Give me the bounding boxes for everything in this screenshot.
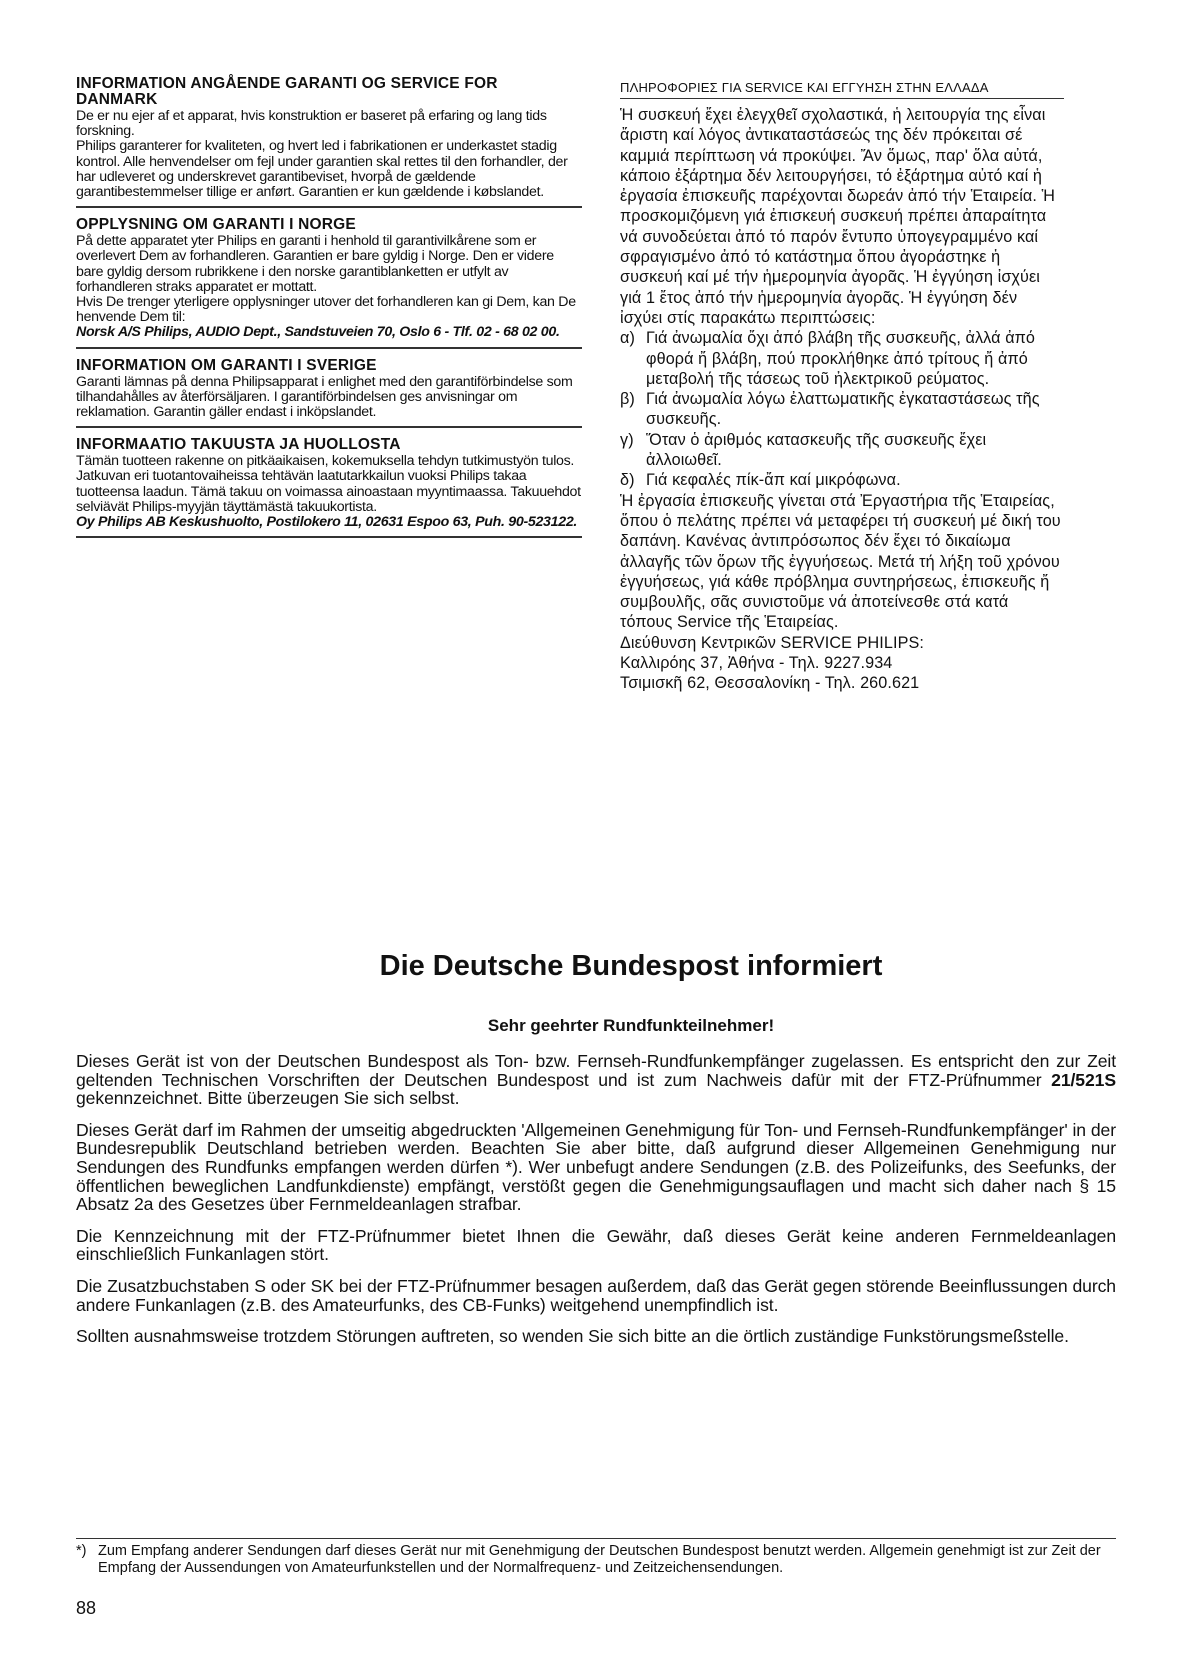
finland-paragraph: Tämän tuotteen rakenne on pitkäaikaisen, kokemuksella tehdyn tutkimustyön tulos. Jatkuvan eri tuotantovaiheissa tehtävän laatutarkkailun vuoksi Philips takaa tuotteensa laadun. Tämä takuu on voimassa ainoastaan myyntimaassa. Takuuehdot selviävät Philips-myyjän täyttämästä takuukortista. <box>76 453 581 515</box>
norway-title: OPPLYSNING OM GARANTI I NORGE <box>76 216 356 234</box>
page-number: 88 <box>76 1598 97 1618</box>
greek-item-text: Ὅταν ὁ ἀριθμός κατασκευῆς τῆς συσκευῆς ἔχει ἀλλοιωθεῖ. <box>646 430 987 470</box>
finland-address: Oy Philips AB Keskushuolto, Postilokero 11, 02631 Espoo 63, Puh. 90-523122. <box>76 514 578 531</box>
sweden-title: INFORMATION OM GARANTI I SVERIGE <box>76 356 377 374</box>
norway-section <box>76 217 582 348</box>
greek-item-text: Γιά κεφαλές πίκ-ἄπ καί μικρόφωνα. <box>646 471 901 490</box>
footnote <box>76 1538 1116 1576</box>
bundespost-paragraph: Sollten ausnahmsweise trotzdem Störungen auftreten, so wenden Sie sich bitte an die örtlich zuständige Funkstörungsmeßstelle. <box>76 1326 1069 1347</box>
denmark-title: INFORMATION ANGÅENDE GARANTI OG SERVICE FOR DANMARK <box>76 75 498 108</box>
bundespost-salutation: Sehr geehrter Rundfunkteilnehmer! <box>487 1016 775 1035</box>
greek-intro: Ἡ συσκευή ἔχει ἐλεγχθεῖ σχολαστικά, ἡ λειτουργία της εἶναι ἄριστη καί λόγος ἀντικαταστάσεώς της δέν πρόκειται σέ καμμιά περίπτωση νά προκύψει. Ἄν ὅμως, παρ' ὅλα αὐτά, κάποιο ἐξάρτημα δέν λειτουργήσει, τό ἐξάρτημα αὐτό καί ἡ ἐργασία ἐπισκευῆς παρέχονται δωρεάν ἀπό τήν Ἑταιρεία. Ἡ προσκομιζόμενη γιά ἐπισκευή συσκευή πρέπει ἀπαραίτητα νά συνοδεύεται ἀπό τό παρόν ἔντυπο ὑπογεγραμμένο καί σφραγισμένο ἀπό τό κατάστημα ὅπου ἀγοράστηκε ἡ συσκευή καί μέ τήν ἡμερομηνία ἀγορᾶς. Ἡ ἐγγύηση ἰσχύει γιά 1 ἔτος ἀπό τήν ἡμερομηνία ἀγορᾶς. Ἡ ἐγγύηση δέν ἰσχύει στίς παρακάτω περιπτώσεις: <box>620 106 1055 327</box>
greek-item-text: Γιά ἀνωμαλία ὄχι ἀπό βλάβη τῆς συσκευῆς, ἀλλά ἀπό φθορά ἤ βλάβη, πού προκλήθηκε ἀπό τρίτους ἤ ἀπό μεταβολή τῆς τάσεως τοῦ ἠλεκτρικοῦ ρεύματος. <box>646 329 1036 388</box>
greek-item-label: α) <box>620 329 635 348</box>
greek-list-item <box>620 430 1064 471</box>
bundespost-paragraph: Die Kennzeichnung mit der FTZ-Prüfnummer bietet Ihnen die Gewähr, daß dieses Gerät keine anderen Fernmeldeanlagen einschließlich Funkanlagen stört. <box>76 1225 1116 1265</box>
norway-address: Norsk A/S Philips, AUDIO Dept., Sandstuveien 70, Oslo 6 - Tlf. 02 - 68 02 00. <box>76 324 560 341</box>
greek-address-line: Καλλιρόης 37, Ἀθήνα - Τηλ. 9227.934 <box>620 654 893 673</box>
greek-item-label: β) <box>620 390 635 409</box>
sweden-section <box>76 358 582 429</box>
denmark-section <box>76 76 582 208</box>
finland-title: INFORMAATIO TAKUUSTA JA HUOLLOSTA <box>76 436 401 454</box>
bundespost-heading: Die Deutsche Bundespost informiert <box>379 950 883 982</box>
greek-address-line: Διεύθυνση Κεντρικῶν SERVICE PHILIPS: <box>620 633 924 652</box>
ftz-number: 21/521S <box>1051 1069 1116 1090</box>
greek-list-item <box>620 328 1064 389</box>
greek-title: ΠΛΗΡΟΦΟΡΙΕΣ ΓΙΑ SERVICE ΚΑΙ ΕΓΓΥΗΣΗ ΣΤΗΝ ΕΛΛΑΔΑ <box>620 80 1064 99</box>
greek-item-label: γ) <box>620 430 634 449</box>
denmark-paragraph: De er nu ejer af et apparat, hvis konstruktion er baseret på erfaring og lang tids forskning. <box>76 108 547 140</box>
footnote-mark: *) <box>76 1543 87 1559</box>
denmark-paragraph: Philips garanterer for kvaliteten, og hvert led i fabrikationen er underkastet stadig kontrol. Alle henvendelser om fejl under garantien skal rettes til den forhandler, der har udleveret og underskrevet garantibeviset, hvorpå de gældende garantibestemmelser tillige er anført. Garantien er kun gældende i købslandet. <box>76 138 568 201</box>
bundespost-paragraph: Dieses Gerät darf im Rahmen der umseitig abgedruckten 'Allgemeinen Genehmigung für Ton- und Fernseh-Rundfunkempfänger' in der Bundesrepublik Deutschland betrieben werden. Beachten Sie aber bitte, daß aufgrund dieser Allgemeinen Genehmigung nur Sendungen des Rundfunks empfangen werden dürfen *). Wer unbefugt andere Sendungen (z.B. des Polizeifunks, des Seefunks, der öffentlichen beweglichen Landfunkdienste) empfängt, verstößt gegen die Genehmigungsauflagen und macht sich daher nach § 15 Absatz 2a des Gesetzes über Fernmeldeanlagen strafbar. <box>76 1119 1116 1215</box>
greek-address-line: Τσιμισκῆ 62, Θεσσαλονίκη - Τηλ. 260.621 <box>620 674 920 693</box>
paragraph-text: Dieses Gerät ist von der Deutschen Bundespost als Ton- bzw. Fernseh-Rundfunkempfänger zugelassen. Es entspricht den zur Zeit geltenden Technischen Vorschriften der Deutschen Bundespost und ist zum Nachweis dafür mit der FTZ-Prüfnummer <box>76 1051 1116 1090</box>
greek-list-item <box>620 470 1064 490</box>
norway-paragraph: På dette apparatet yter Philips en garanti i henhold til garantivilkårene som er overlevert Dem av forhandleren. Garantien er bare gyldig i Norge. Den er videre bare gyldig dersom rubrikkene i den norske garantiblanketten er utfylt av forhandleren straks apparatet er mottatt. <box>76 233 554 295</box>
bundespost-paragraph: Die Zusatzbuchstaben S oder SK bei der FTZ-Prüfnummer besagen außerdem, daß das Gerät gegen störende Beeinflussungen durch andere Funkanlagen (z.B. des Amateurfunks, des CB-Funks) weitgehend unempfindlich ist. <box>76 1275 1116 1315</box>
footnote-text: Zum Empfang anderer Sendungen darf dieses Gerät nur mit Genehmigung der Deutschen Bundespost benutzt werden. Allgemein genehmigt ist zur Zeit der Empfang der Aussendungen von Amateurfunkstellen und der Normalfrequenz- und Zeitzeichensendungen. <box>98 1543 1101 1576</box>
bundespost-section <box>76 950 1116 1359</box>
right-column <box>620 80 1064 694</box>
greek-item-label: δ) <box>620 471 635 490</box>
sweden-paragraph: Garanti lämnas på denna Philipsapparat i enlighet med den garantiförbindelse som tilhandahålles av återförsäljaren. I garantiförbindelsen ges anvisningar om reklamation. Garantin gäller endast i inköpslandet. <box>76 373 573 421</box>
greek-outro: Ἡ ἐργασία ἐπισκευῆς γίνεται στά Ἐργαστήρια τῆς Ἑταιρείας, ὅπου ὁ πελάτης πρέπει νά μεταφέρει τή συσκευή μέ δική του δαπάνη. Κανένας ἀντιπρόσωπος δέν ἔχει τό δικαίωμα ἀλλαγῆς τῶν ὅρων τῆς ἐγγυήσεως. Μετά τή λήξη τοῦ χρόνου ἐγγυήσεως, γιά κάθε πρόβλημα συντηρήσεως, ἐπισκευῆς ἤ συμβουλῆς, σᾶς συνιστοῦμε νά ἀποτείνεσθε στά κατά τόπους Service τῆς Ἑταιρείας. <box>620 491 1061 632</box>
norway-paragraph: Hvis De trenger yterligere opplysninger utover det forhandleren kan gi Dem, kan De henvende Dem til: <box>76 294 576 326</box>
greek-list-item <box>620 389 1064 430</box>
paragraph-text: gekennzeichnet. Bitte überzeugen Sie sich selbst. <box>76 1088 460 1109</box>
finland-section <box>76 437 582 538</box>
greek-item-text: Γιά ἀνωμαλία λόγω ἐλαττωματικῆς ἐγκαταστάσεως τῆς συσκευῆς. <box>646 390 1040 429</box>
bundespost-paragraph <box>76 1052 1116 1108</box>
left-column <box>76 76 582 547</box>
